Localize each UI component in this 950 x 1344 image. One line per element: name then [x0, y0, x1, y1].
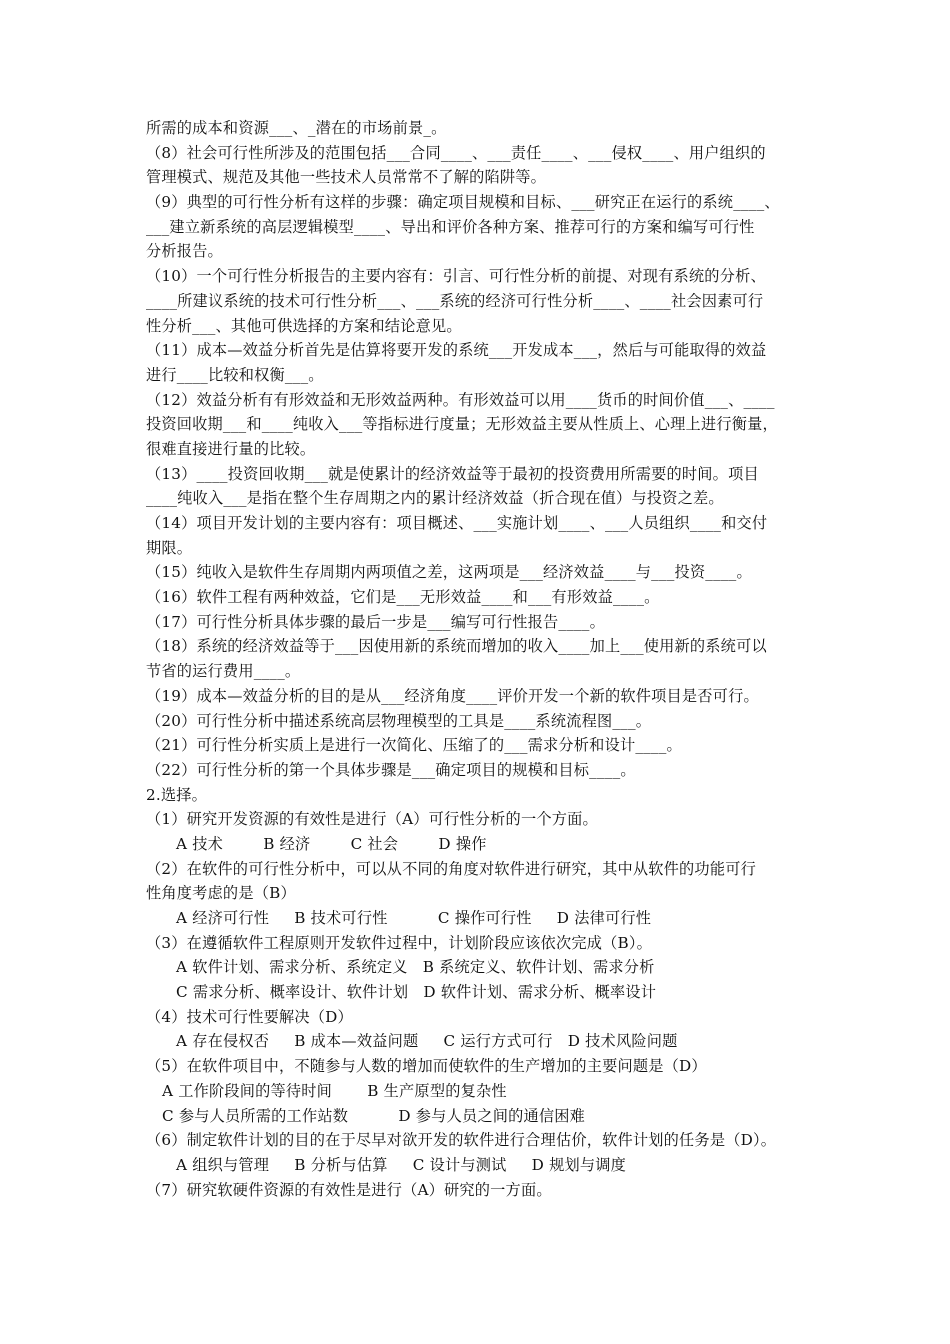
text-line: （1）研究开发资源的有效性是进行（A）可行性分析的一个方面。: [146, 810, 598, 829]
text-line: （14）项目开发计划的主要内容有：项目概述、___实施计划____、___人员组织____和交付: [146, 514, 768, 532]
text-line: （17）可行性分析具体步骤的最后一步是___编写可行性报告____。: [146, 612, 605, 631]
text-line: （22）可行性分析的第一个具体步骤是___确定项目的规模和目标____。: [146, 760, 636, 779]
option-line: A 组织与管理 B 分析与估算 C 设计与测试 D 规划与调度: [176, 1155, 627, 1174]
text-line: （4）技术可行性要解决（D）: [146, 1007, 353, 1026]
text-line: （7）研究软硬件资源的有效性是进行（A）研究的一方面。: [146, 1180, 552, 1199]
option-line: C 参与人员所需的工作站数 D 参与人员之间的通信困难: [162, 1106, 586, 1125]
text-line: ___建立新系统的高层逻辑模型____、导出和评价各种方案、推荐可行的方案和编写可行性: [146, 217, 755, 236]
option-line: A 技术 B 经济 C 社会 D 操作: [176, 834, 487, 853]
text-line: 节省的运行费用____。: [146, 662, 301, 681]
option-line: A 工作阶段间的等待时间 B 生产原型的复杂性: [162, 1081, 507, 1100]
document-body: [146, 116, 811, 1202]
text-line: 2.选择。: [146, 785, 208, 804]
text-line: （20）可行性分析中描述系统高层物理模型的工具是____系统流程图___。: [146, 711, 652, 730]
option-line: A 存在侵权否 B 成本—效益问题 C 运行方式可行 D 技术风险问题: [176, 1032, 678, 1051]
text-line: （8）社会可行性所涉及的范围包括___合同____、___责任____、___侵权____、用户组织的: [146, 143, 766, 162]
text-line: （13）____投资回收期___就是使累计的经济效益等于最初的投资费用所需要的时间。项目: [146, 464, 759, 483]
text-line: 分析报告。: [146, 242, 223, 261]
text-line: （5）在软件项目中，不随参与人数的增加而使软件的生产增加的主要问题是（D）: [146, 1057, 707, 1076]
text-line: （16）软件工程有两种效益，它们是___无形效益____和___有形效益____。: [146, 588, 660, 607]
text-line: （19）成本—效益分析的目的是从___经济角度____评价开发一个新的软件项目是否可行。: [146, 686, 759, 705]
text-line: （3）在遵循软件工程原则开发软件过程中，计划阶段应该依次完成（B）。: [146, 933, 653, 952]
text-line: 期限。: [146, 538, 193, 557]
text-line: （10）一个可行性分析报告的主要内容有：引言、可行性分析的前提、对现有系统的分析、: [146, 267, 766, 286]
text-line: （6）制定软件计划的目的在于尽早对欲开发的软件进行合理估价，软件计划的任务是（D）。: [146, 1131, 777, 1150]
text-line: 性分析___、其他可供选择的方案和结论意见。: [146, 316, 462, 335]
text-line: （11）成本—效益分析首先是估算将要开发的系统___开发成本___，然后与可能取得的效益: [146, 341, 767, 360]
option-line: C 需求分析、概率设计、软件计划 D 软件计划、需求分析、概率设计: [176, 983, 657, 1002]
option-line: A 经济可行性 B 技术可行性 C 操作可行性 D 法律可行性: [176, 909, 652, 927]
text-line: （9）典型的可行性分析有这样的步骤：确定项目规模和目标、___研究正在运行的系统____、: [146, 193, 780, 212]
option-line: A 软件计划、需求分析、系统定义 B 系统定义、软件计划、需求分析: [176, 958, 655, 977]
text-line: 性角度考虑的是（B）: [146, 884, 296, 903]
text-line: ____所建议系统的技术可行性分析___、___系统的经济可行性分析____、____社会因素可行: [146, 291, 764, 310]
text-line: 很难直接进行量的比较。: [146, 439, 316, 458]
text-line: （2）在软件的可行性分析中，可以从不同的角度对软件进行研究，其中从软件的功能可行: [146, 859, 756, 878]
text-line: 进行____比较和权衡___。: [146, 365, 324, 384]
text-line: （21）可行性分析实质上是进行一次简化、压缩了的___需求分析和设计____。: [146, 736, 682, 755]
text-line: （15）纯收入是软件生存周期内两项值之差，这两项是___经济效益____与___投资____。: [146, 563, 752, 582]
text-line: （12）效益分析有有形效益和无形效益两种。有形效益可以用____货币的时间价值___、____: [146, 390, 775, 409]
text-line: 管理模式、规范及其他一些技术人员常常不了解的陷阱等。: [146, 168, 547, 187]
text-line: 投资回收期___和____纯收入___等指标进行度量；无形效益主要从性质上、心理上进行衡量，: [146, 415, 778, 434]
text-line: 所需的成本和资源___、_潜在的市场前景_。: [146, 119, 447, 137]
text-line: （18）系统的经济效益等于___因使用新的系统而增加的收入____加上___使用新的系统可以: [146, 637, 767, 656]
text-line: ____纯收入___是指在整个生存周期之内的累计经济效益（折合现在值）与投资之差。: [146, 489, 724, 508]
